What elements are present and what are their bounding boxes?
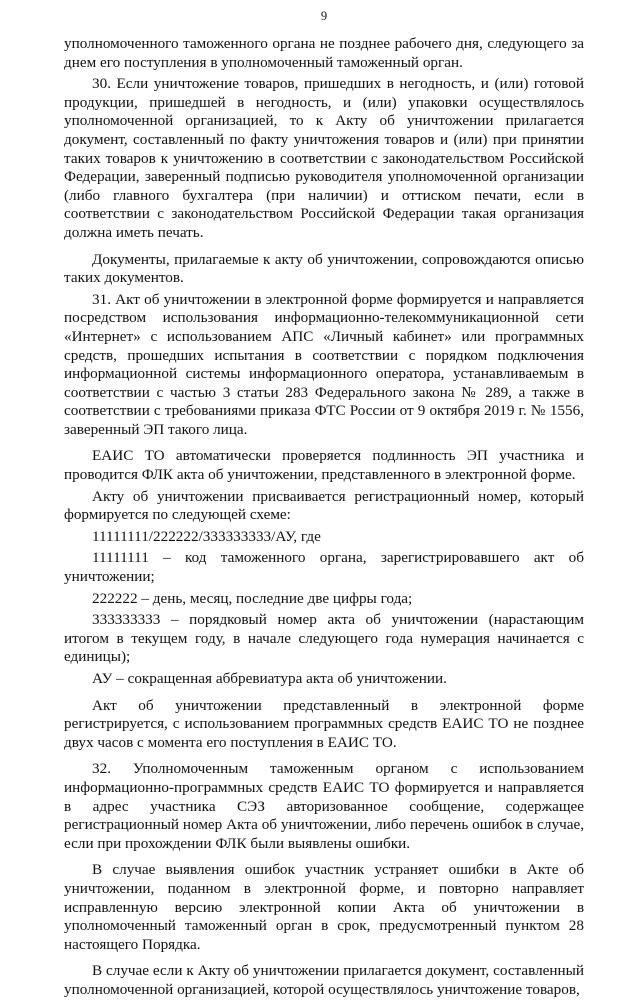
paragraph-eais-check: ЕАИС ТО автоматически проверяется подлинность ЭП участника и проводится ФЛК акта об уничтожении, представленного в электронной форме. bbox=[64, 447, 584, 484]
paragraph-continuation: уполномоченного таможенного органа не позднее рабочего дня, следующего за днем его поступления в уполномоченный таможенный орган. bbox=[64, 35, 584, 71]
page-number: 9 bbox=[320, 9, 328, 23]
paragraph-attached-document: В случае если к Акту об уничтожении прилагается документ, составленный уполномоченной организацией, которой осуществлялось уничтожение товаров, bbox=[64, 962, 584, 998]
paragraph-31: 31. Акт об уничтожении в электронной форме формируется и направляется посредством использования информационно-телекоммуникационной сети «Интернет» с использованием АПС «Личный кабинет» или программных средств, прошедших испытания в соответствии с порядком подключения информационной системы информационного оператора, устанавливаемым в соответствии с частью 3 статьи 283 Федерального закона № 289, а также в соответствии с требованиями приказа ФТС России от 9 октября 2019 г. № 1556, заверенный ЭП такого лица. bbox=[64, 290, 584, 438]
paragraph-32: 32. Уполномоченным таможенным органом с использованием информационно-программных средств ЕАИС ТО формируется и направляется в адрес участника СЭЗ авторизованное сообщение, содержащее регистрационный номер Акта об уничтожении, либо перечень ошибок в случае, если при прохождении ФЛК были выявлены ошибки. bbox=[64, 760, 584, 852]
paragraph-scheme-date: 222222 – день, месяц, последние две цифры года; bbox=[92, 589, 413, 607]
paragraph-scheme-code: 11111111 – код таможенного органа, зарегистрировавшего акт об уничтожении; bbox=[64, 549, 584, 586]
paragraph-scheme-abbreviation: АУ – сокращенная аббревиатура акта об уничтожении. bbox=[92, 670, 447, 687]
paragraph-registration-deadline: Акт об уничтожении представленный в электронной форме регистрируется, с использованием программных средств ЕАИС ТО не позднее двух часов с момента его поступления в ЕАИС ТО. bbox=[64, 696, 584, 751]
paragraph-documents-inventory: Документы, прилагаемые к акту об уничтожении, сопровождаются описью таких документов. bbox=[64, 250, 584, 287]
paragraph-registration-number: Акту об уничтожении присваивается регистрационный номер, который формируется по следующей схеме: bbox=[64, 487, 584, 524]
paragraph-30: 30. Если уничтожение товаров, пришедших в негодность, и (или) готовой продукции, пришедшей в негодность, и (или) упаковки осуществлялось уполномоченной организацией, то к Акту об уничтожении прилагается документ, составленный по факту уничтожения товаров и (или) при принятии таких товаров к уничтожению в соответствии с законодательством Российской Федерации, заверенный подписью руководителя уполномоченной организации (либо главного бухгалтера (при наличии) и оттиском печати, если в соответствии с законодательством Российской Федерации такая организация должна иметь печать. bbox=[64, 75, 584, 241]
paragraph-number-scheme: 11111111/222222/333333333/АУ, где bbox=[92, 527, 321, 545]
paragraph-error-correction: В случае выявления ошибок участник устраняет ошибки в Акте об уничтожении, поданном в электронной форме, и повторно направляет исправленную версию электронной копии Акта об уничтожении в уполномоченный таможенный орган в срок, предусмотренный пунктом 28 настоящего Порядка. bbox=[64, 861, 584, 953]
paragraph-scheme-serial: 333333333 – порядковый номер акта об уничтожении (нарастающим итогом в текущем году, в начале следующего года нумерация начинается с единицы); bbox=[64, 611, 584, 666]
